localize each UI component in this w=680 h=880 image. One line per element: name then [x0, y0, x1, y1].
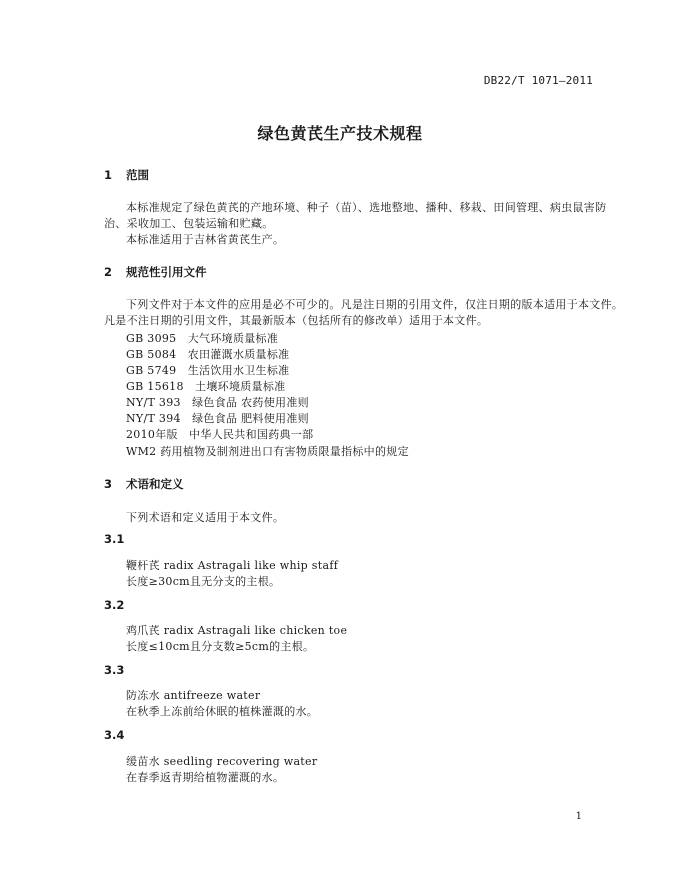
- paragraph-line: 下列术语和定义适用于本文件。: [126, 511, 285, 524]
- paragraph-line: 本标准规定了绿色黄芪的产地环境、种子（苗）、选地整地、播种、移栽、田间管理、病虫鼠害防: [126, 201, 607, 214]
- reference-item: NY/T 394 绿色食品 肥料使用准则: [126, 412, 309, 425]
- term-number: 3.1: [104, 532, 125, 546]
- reference-item: NY/T 393 绿色食品 农药使用准则: [126, 396, 309, 409]
- term-definition: 长度≥30cm且无分支的主根。: [126, 575, 281, 588]
- document-title: 绿色黄芪生产技术规程: [257, 124, 423, 143]
- paragraph-line: 治、采收加工、包装运输和贮藏。: [104, 217, 274, 230]
- page-number: 1: [575, 811, 582, 822]
- section-number: 2: [104, 265, 113, 279]
- term-definition: 在秋季上冻前给休眠的植株灌溉的水。: [126, 705, 319, 718]
- term-name: 鸡爪芪 radix Astragali like chicken toe: [126, 624, 348, 637]
- section-heading-terms: [104, 476, 184, 492]
- section-title: 范围: [126, 168, 149, 182]
- term-definition: 长度≤10cm且分支数≥5cm的主根。: [126, 640, 315, 653]
- section-number: 3: [104, 477, 113, 491]
- term-number: 3.4: [104, 728, 125, 742]
- section-title: 术语和定义: [126, 477, 184, 491]
- paragraph-line: 本标准适用于吉林省黄芪生产。: [126, 233, 285, 246]
- section-number: 1: [104, 168, 113, 182]
- term-name: 防冻水 antifreeze water: [126, 689, 261, 702]
- term-number: 3.2: [104, 598, 125, 612]
- reference-item: GB 3095 大气环境质量标准: [126, 332, 279, 345]
- reference-item: WM2 药用植物及制剂进出口有害物质限量指标中的规定: [126, 445, 409, 458]
- term-name: 缓苗水 seedling recovering water: [126, 755, 318, 768]
- paragraph-line: 下列文件对于本文件的应用是必不可少的。凡是注日期的引用文件，仅注日期的版本适用于本文件。: [126, 298, 624, 311]
- term-name: 鞭杆芪 radix Astragali like whip staff: [126, 559, 339, 572]
- term-definition: 在春季返青期给植物灌溉的水。: [126, 771, 285, 784]
- paragraph-line: 凡是不注日期的引用文件，其最新版本（包括所有的修改单）适用于本文件。: [104, 314, 489, 327]
- reference-item: GB 5084 农田灌溉水质量标准: [126, 348, 290, 361]
- section-title: 规范性引用文件: [126, 265, 207, 279]
- reference-item: GB 15618 土壤环境质量标准: [126, 380, 286, 393]
- reference-item: 2010年版 中华人民共和国药典一部: [126, 428, 314, 441]
- section-heading-references: [104, 264, 207, 280]
- section-heading-scope: [104, 167, 149, 183]
- document-code: DB22/T 1071—2011: [483, 74, 593, 87]
- reference-item: GB 5749 生活饮用水卫生标准: [126, 364, 290, 377]
- term-number: 3.3: [104, 663, 125, 677]
